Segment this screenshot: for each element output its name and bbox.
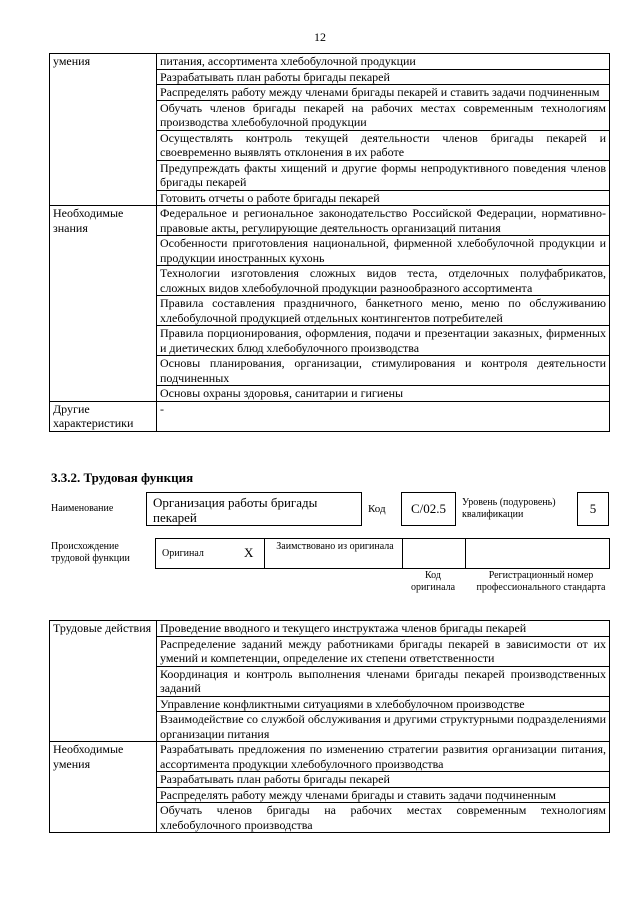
table-cell: Разрабатывать план работы бригады пекарей [157,772,610,788]
divider [264,539,265,568]
skills-knowledge-table [49,53,610,432]
original-mark: X [244,545,254,560]
divider [465,539,466,568]
table-row [50,742,610,772]
table-cell: Обучать членов бригады на рабочих местах современным технологиям хлебобулочного производства [157,803,610,833]
table-row [50,54,610,70]
table-cell: Распределять работу между членами бригады пекарей и ставить задачи подчиненным [157,85,610,101]
table-cell: Разрабатывать предложения по изменению стратегии развития организации питания, ассортимента продукции хлебобулочного производства [157,742,610,772]
level-value-box: 5 [577,492,609,526]
origin-table [155,538,610,569]
code-original-label: Код оригинала [410,570,456,593]
table-cell: Управление конфликтными ситуациями в хлебобулочном производстве [157,696,610,712]
row-label: Необходимые знания [50,206,157,402]
table-cell: Координация и контроль выполнения членами бригады пекарей производственных заданий [157,666,610,696]
level-label: Уровень (подуровень) квалификации [462,497,556,520]
table-cell: питания, ассортимента хлебобулочной продукции [157,54,610,70]
borrowed-label: Заимствовано из оригинала [276,541,394,552]
table-cell: Правила порционирования, оформления, подачи и презентации заказных, фирменных и диетических блюд хлебобулочного производства [157,326,610,356]
function-name-box: Организация работы бригады пекарей [146,492,362,526]
labor-actions-table [49,620,610,833]
table-cell: Осуществлять контроль текущей деятельности членов бригады пекарей и своевременно выявлять отклонения в их работе [157,130,610,160]
table-cell: Распределять работу между членами бригады и ставить задачи подчиненным [157,787,610,803]
table-cell: Разрабатывать план работы бригады пекарей [157,69,610,85]
table-cell: - [157,401,610,431]
table-cell: Основы планирования, организации, стимулирования и контроля деятельности подчиненных [157,356,610,386]
row-label: Необходимые умения [50,742,157,833]
table-row [50,401,610,431]
table-cell: Правила составления праздничного, банкетного меню, меню по обслуживанию хлебобулочной продукцией отдельных контингентов потребителей [157,296,610,326]
row-label: умения [50,54,157,206]
name-label: Наименование [51,503,114,514]
table-cell: Федеральное и региональное законодательство Российской Федерации, нормативно-правовые акты, регулирующие деятельность организаций питания [157,206,610,236]
reg-number-label: Регистрационный номер профессионального стандарта [476,570,606,593]
code-value-box: С/02.5 [401,492,456,526]
table-cell: Предупреждать факты хищений и другие формы непродуктивного поведения членов бригады пекарей [157,160,610,190]
row-label: Другие характеристики [50,401,157,431]
table-row [50,206,610,236]
code-label: Код [368,503,386,515]
table-cell: Взаимодействие со службой обслуживания и другими структурными подразделениями организации питания [157,712,610,742]
section-title: 3.3.2. Трудовая функция [51,470,194,485]
page-number: 12 [314,30,326,44]
table-cell: Распределение заданий между работниками бригады пекарей в зависимости от их умений и компетенции, определение их степени ответственности [157,636,610,666]
original-label: Оригинал [162,548,204,559]
table-cell: Особенности приготовления национальной, фирменной хлебобулочной продукции и продукции иностранных кухонь [157,236,610,266]
table-cell: Основы охраны здоровья, санитарии и гигиены [157,386,610,402]
origin-label: Происхождение трудовой функции [51,541,130,564]
table-cell: Технологии изготовления сложных видов теста, отделочных полуфабрикатов, сложных видов хлебобулочной продукции разнообразного ассортимента [157,266,610,296]
table-cell: Проведение вводного и текущего инструктажа членов бригады пекарей [157,621,610,637]
divider [402,539,403,568]
table-cell: Обучать членов бригады пекарей на рабочих местах современным технологиям производства хлебобулочной продукции [157,100,610,130]
table-cell: Готовить отчеты о работе бригады пекарей [157,190,610,206]
table-row [50,621,610,637]
row-label: Трудовые действия [50,621,157,742]
